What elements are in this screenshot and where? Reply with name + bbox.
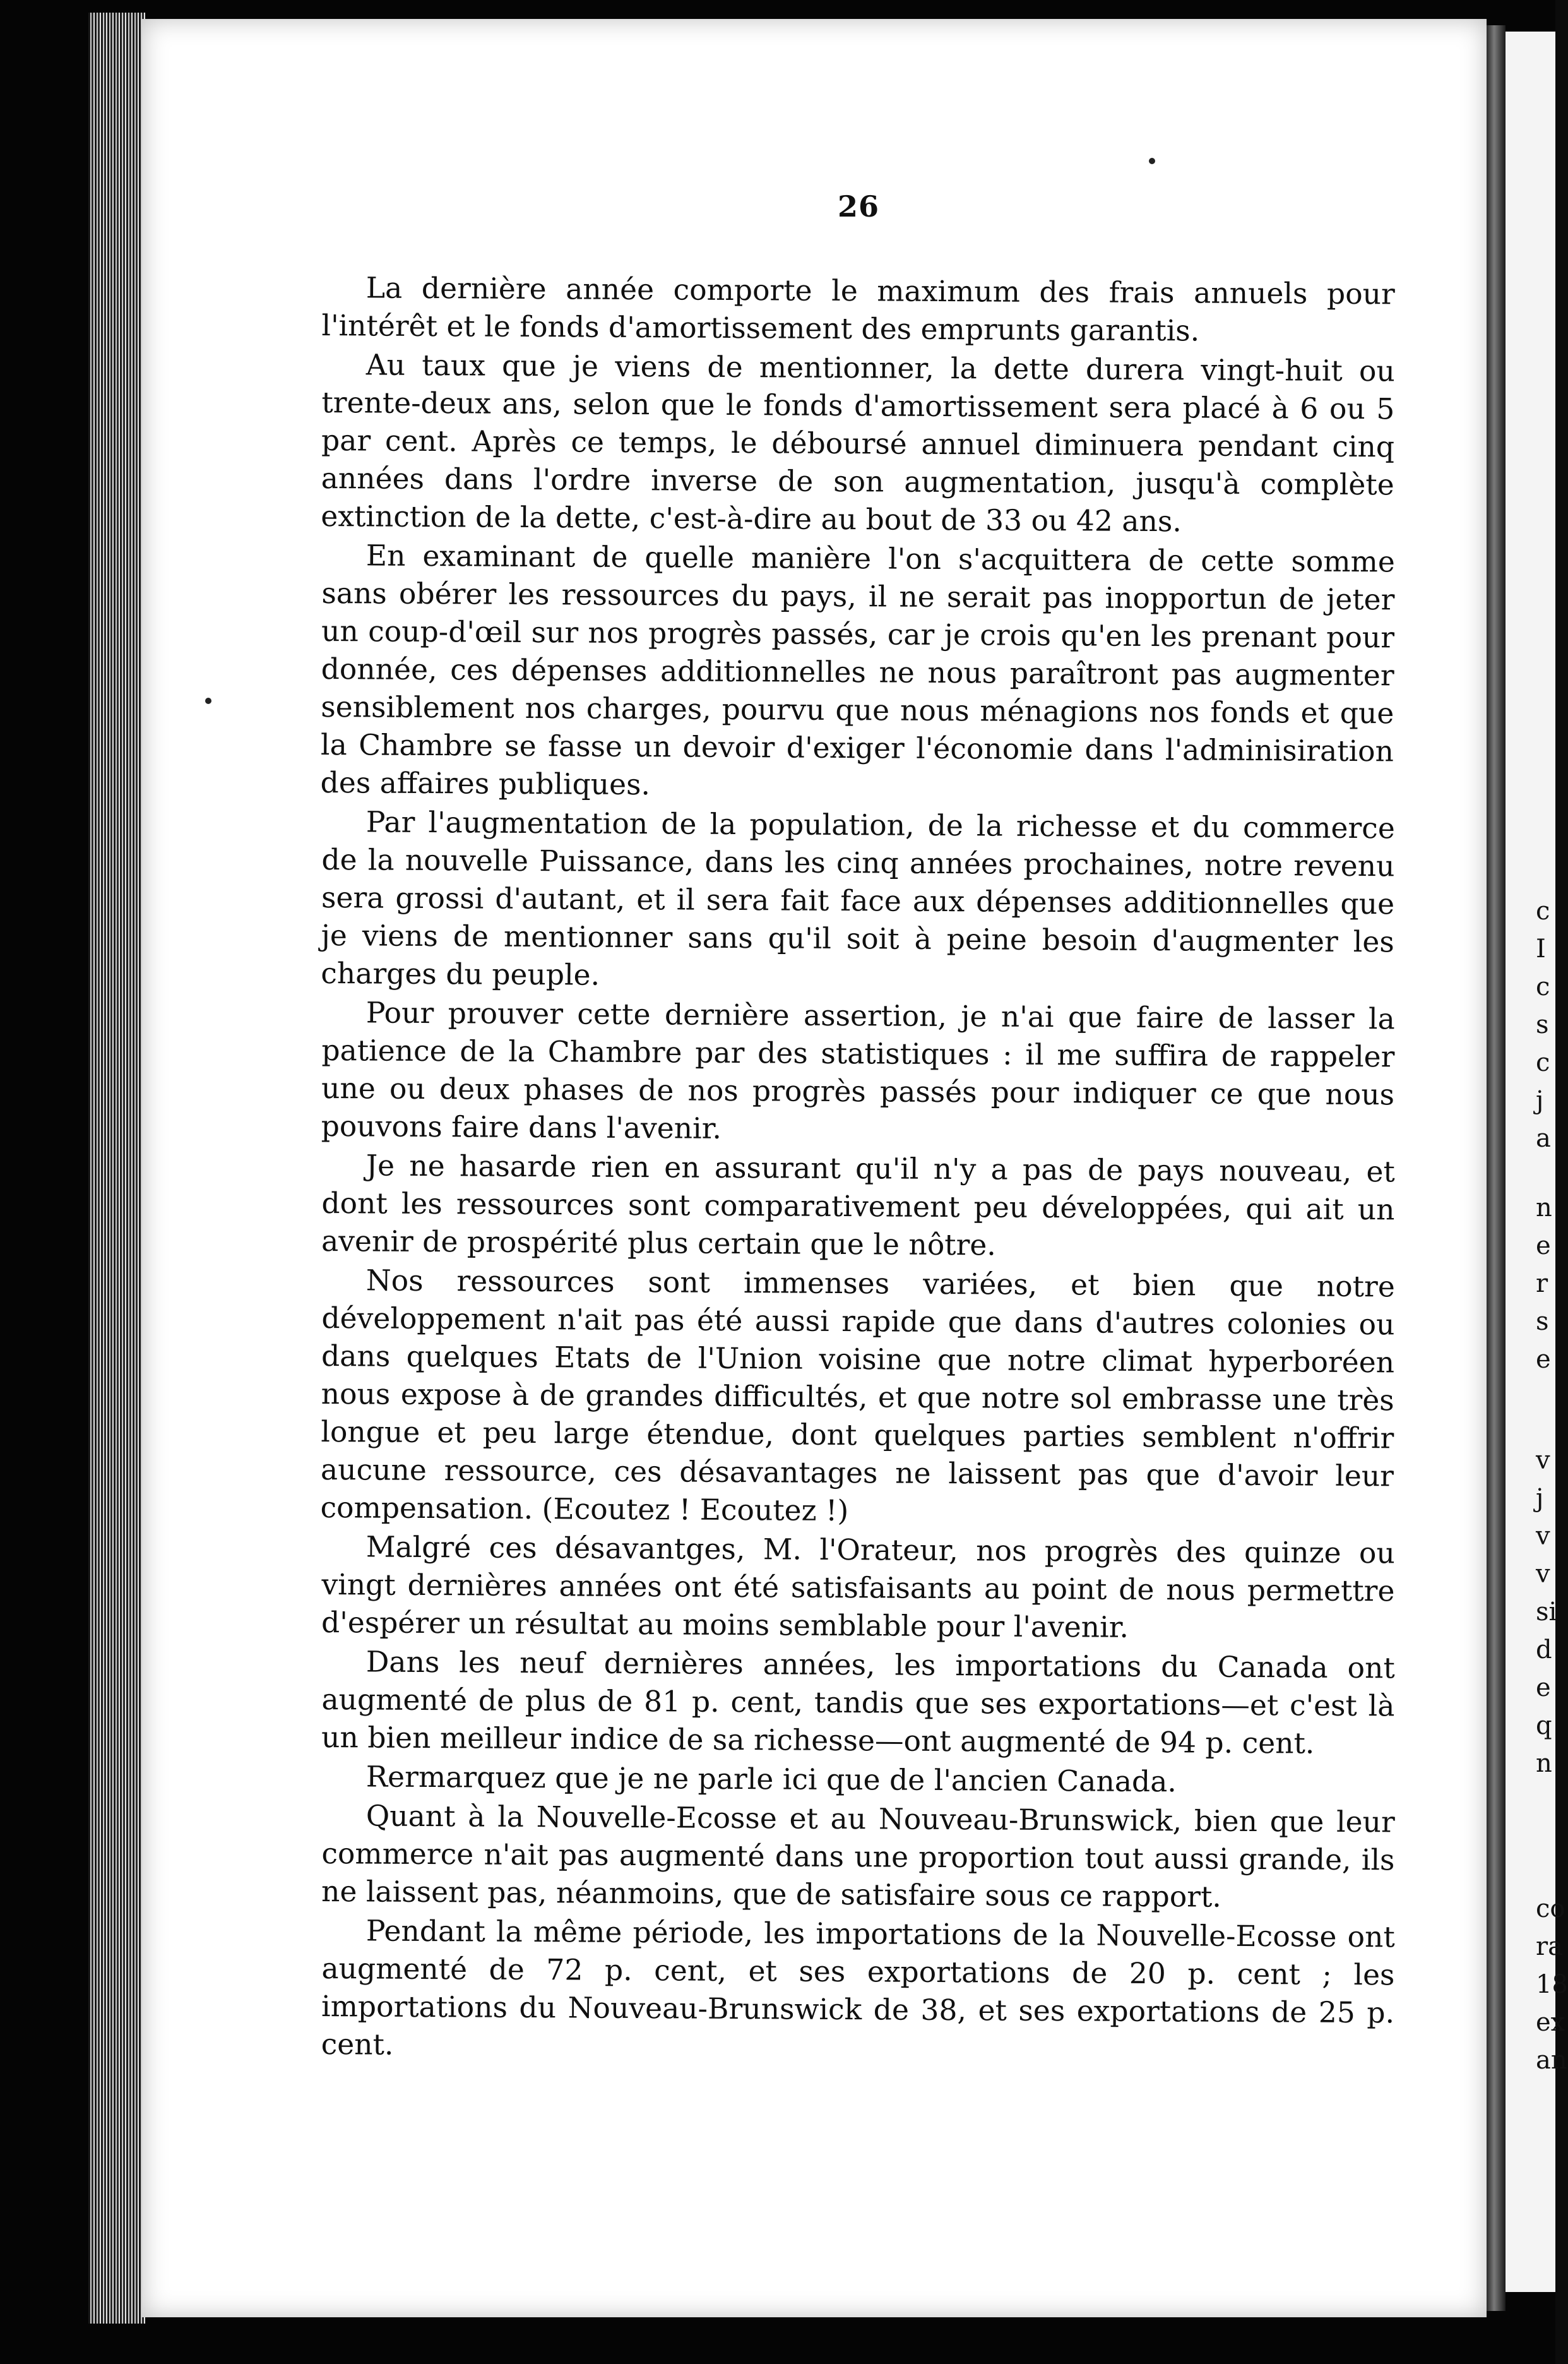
facing-page-text: v (1536, 1522, 1550, 1551)
facing-page-text: j (1536, 1086, 1544, 1115)
paragraph: Par l'augmentation de la population, de la richesse et du commerce de la nouvelle Puissance, dans les cinq années prochaines, notre revenu sera grossi d'autant, et il sera fait face aux dépenses additionnelles que je viens de mentionner sans qu'il soit à peine besoin d'augmenter les charges du peuple. (321, 805, 1395, 992)
paragraph: Je ne hasarde rien en assurant qu'il n'y a pas de pays nouveau, et dont les ressources sont comparativement peu développées, qui ait un avenir de prospérité plus certain que le nôtre. (321, 1149, 1395, 1262)
facing-page-text: s (1536, 1010, 1549, 1039)
facing-page-text: 18 (1536, 1970, 1568, 1999)
paragraph: Malgré ces désavantges, M. l'Orateur, nos progrès des quinze ou vingt dernières années ont été satisfaisants au point de nous permettre d'espérer un résultat au moins semblable pour l'avenir. (321, 1530, 1395, 1644)
facing-page-text: c (1536, 1048, 1550, 1077)
facing-page-text: ra (1536, 1932, 1563, 1961)
facing-page-text: co (1536, 1894, 1565, 1923)
paragraph: En examinant de quelle manière l'on s'acquittera de cette somme sans obérer les ressources du pays, il ne serait pas inopportun de jeter un coup-d'œil sur nos progrès passés, car je crois qu'en les prenant pour donnée, ces dépenses additionnelles ne nous paraîtront pas augmenter sensiblement nos charges, pourvu que nous ménagions nos fonds et que la Chambre se fasse un devoir d'exiger l'économie dans l'adminisiration des affaires publiques. (320, 539, 1395, 802)
facing-page-text: q (1536, 1711, 1552, 1740)
facing-page-text: ex (1536, 2008, 1565, 2037)
page-number: 26 (837, 189, 879, 224)
paragraph: Au taux que je viens de mentionner, la dette durera vingt-huit ou trente-deux ans, selon que le fonds d'amortissement sera placé à 6 ou 5 par cent. Après ce temps, le déboursé annuel diminuera pendant cinq années dans l'ordre inverse de son augmentation, jusqu'à complète extinction de la dette, c'est-à-dire au bout de 33 ou 42 ans. (321, 348, 1395, 539)
page-content (322, 189, 1395, 2065)
book-page-edges (88, 13, 145, 2324)
facing-page-text: v (1536, 1446, 1550, 1475)
facing-page-text: n (1536, 1193, 1552, 1222)
facing-page-text: r (1536, 1269, 1548, 1298)
paragraph: Pour prouver cette dernière assertion, je n'ai que faire de lasser la patience de la Chambre par des statistiques : il me suffira de rappeler une ou deux phases de nos progrès passés pour indiquer ce que nous pouvons faire dans l'avenir. (321, 996, 1395, 1145)
facing-page-text: c (1536, 897, 1550, 926)
facing-page-text: e (1536, 1345, 1551, 1374)
facing-page-text: si (1536, 1597, 1557, 1627)
paragraph: Rermarquez que je ne parle ici que de l'ancien Canada. (365, 1760, 1177, 1799)
facing-page-text: d (1536, 1635, 1552, 1664)
facing-page-text: I (1536, 934, 1546, 964)
facing-page-text: j (1536, 1484, 1544, 1513)
facing-page-fragment (1506, 32, 1568, 2292)
book-gutter (1487, 25, 1506, 2311)
facing-page-text: n (1536, 1749, 1552, 1778)
ink-speck (1149, 158, 1155, 164)
facing-page-text: e (1536, 1231, 1551, 1260)
facing-page-text: s (1536, 1307, 1549, 1336)
facing-page-text: a (1536, 1124, 1551, 1153)
paragraph: Nos ressources sont immenses variées, et bien que notre développement n'ait pas été aussi rapide que dans d'autres colonies ou dans quelques Etats de l'Union voisine que notre climat hyperboréen nous expose à de grandes difficultés, et que notre sol embrasse une très longue et peu large étendue, dont quelques parties semblent n'offrir aucune ressource, ces désavantages ne laissent pas que d'avoir leur compensation. (Ecoutez ! Ecoutez !) (320, 1263, 1395, 1528)
paragraph: Dans les neuf dernières années, les importations du Canada ont augmenté de plus de 81 p. cent, tandis que ses exportations—et c'est là un bien meilleur indice de sa richesse—ont augmenté de 94 p. cent. (321, 1645, 1395, 1760)
paragraph: Pendant la même période, les importations de la Nouvelle-Ecosse ont augmenté de 72 p. cent, et ses exportations de 20 p. cent ; les importations du Nouveau-Brunswick de 38, et ses exportations de 25 p. cent. (321, 1914, 1395, 2062)
ink-speck (205, 698, 211, 704)
facing-page-text: c (1536, 972, 1550, 1001)
facing-page-text: e (1536, 1673, 1551, 1702)
paragraph: La dernière année comporte le maximum des frais annuels pour l'intérêt et le fonds d'amortissement des emprunts garantis. (321, 271, 1395, 348)
facing-page-text: v (1536, 1560, 1550, 1589)
facing-page-text: an (1536, 2046, 1567, 2075)
paragraph: Quant à la Nouvelle-Ecosse et au Nouveau-Brunswick, bien que leur commerce n'ait pas augmenté dans une proportion tout aussi grande, ils ne laissent pas, néanmoins, que de satisfaire sous ce rapport. (321, 1799, 1395, 1914)
